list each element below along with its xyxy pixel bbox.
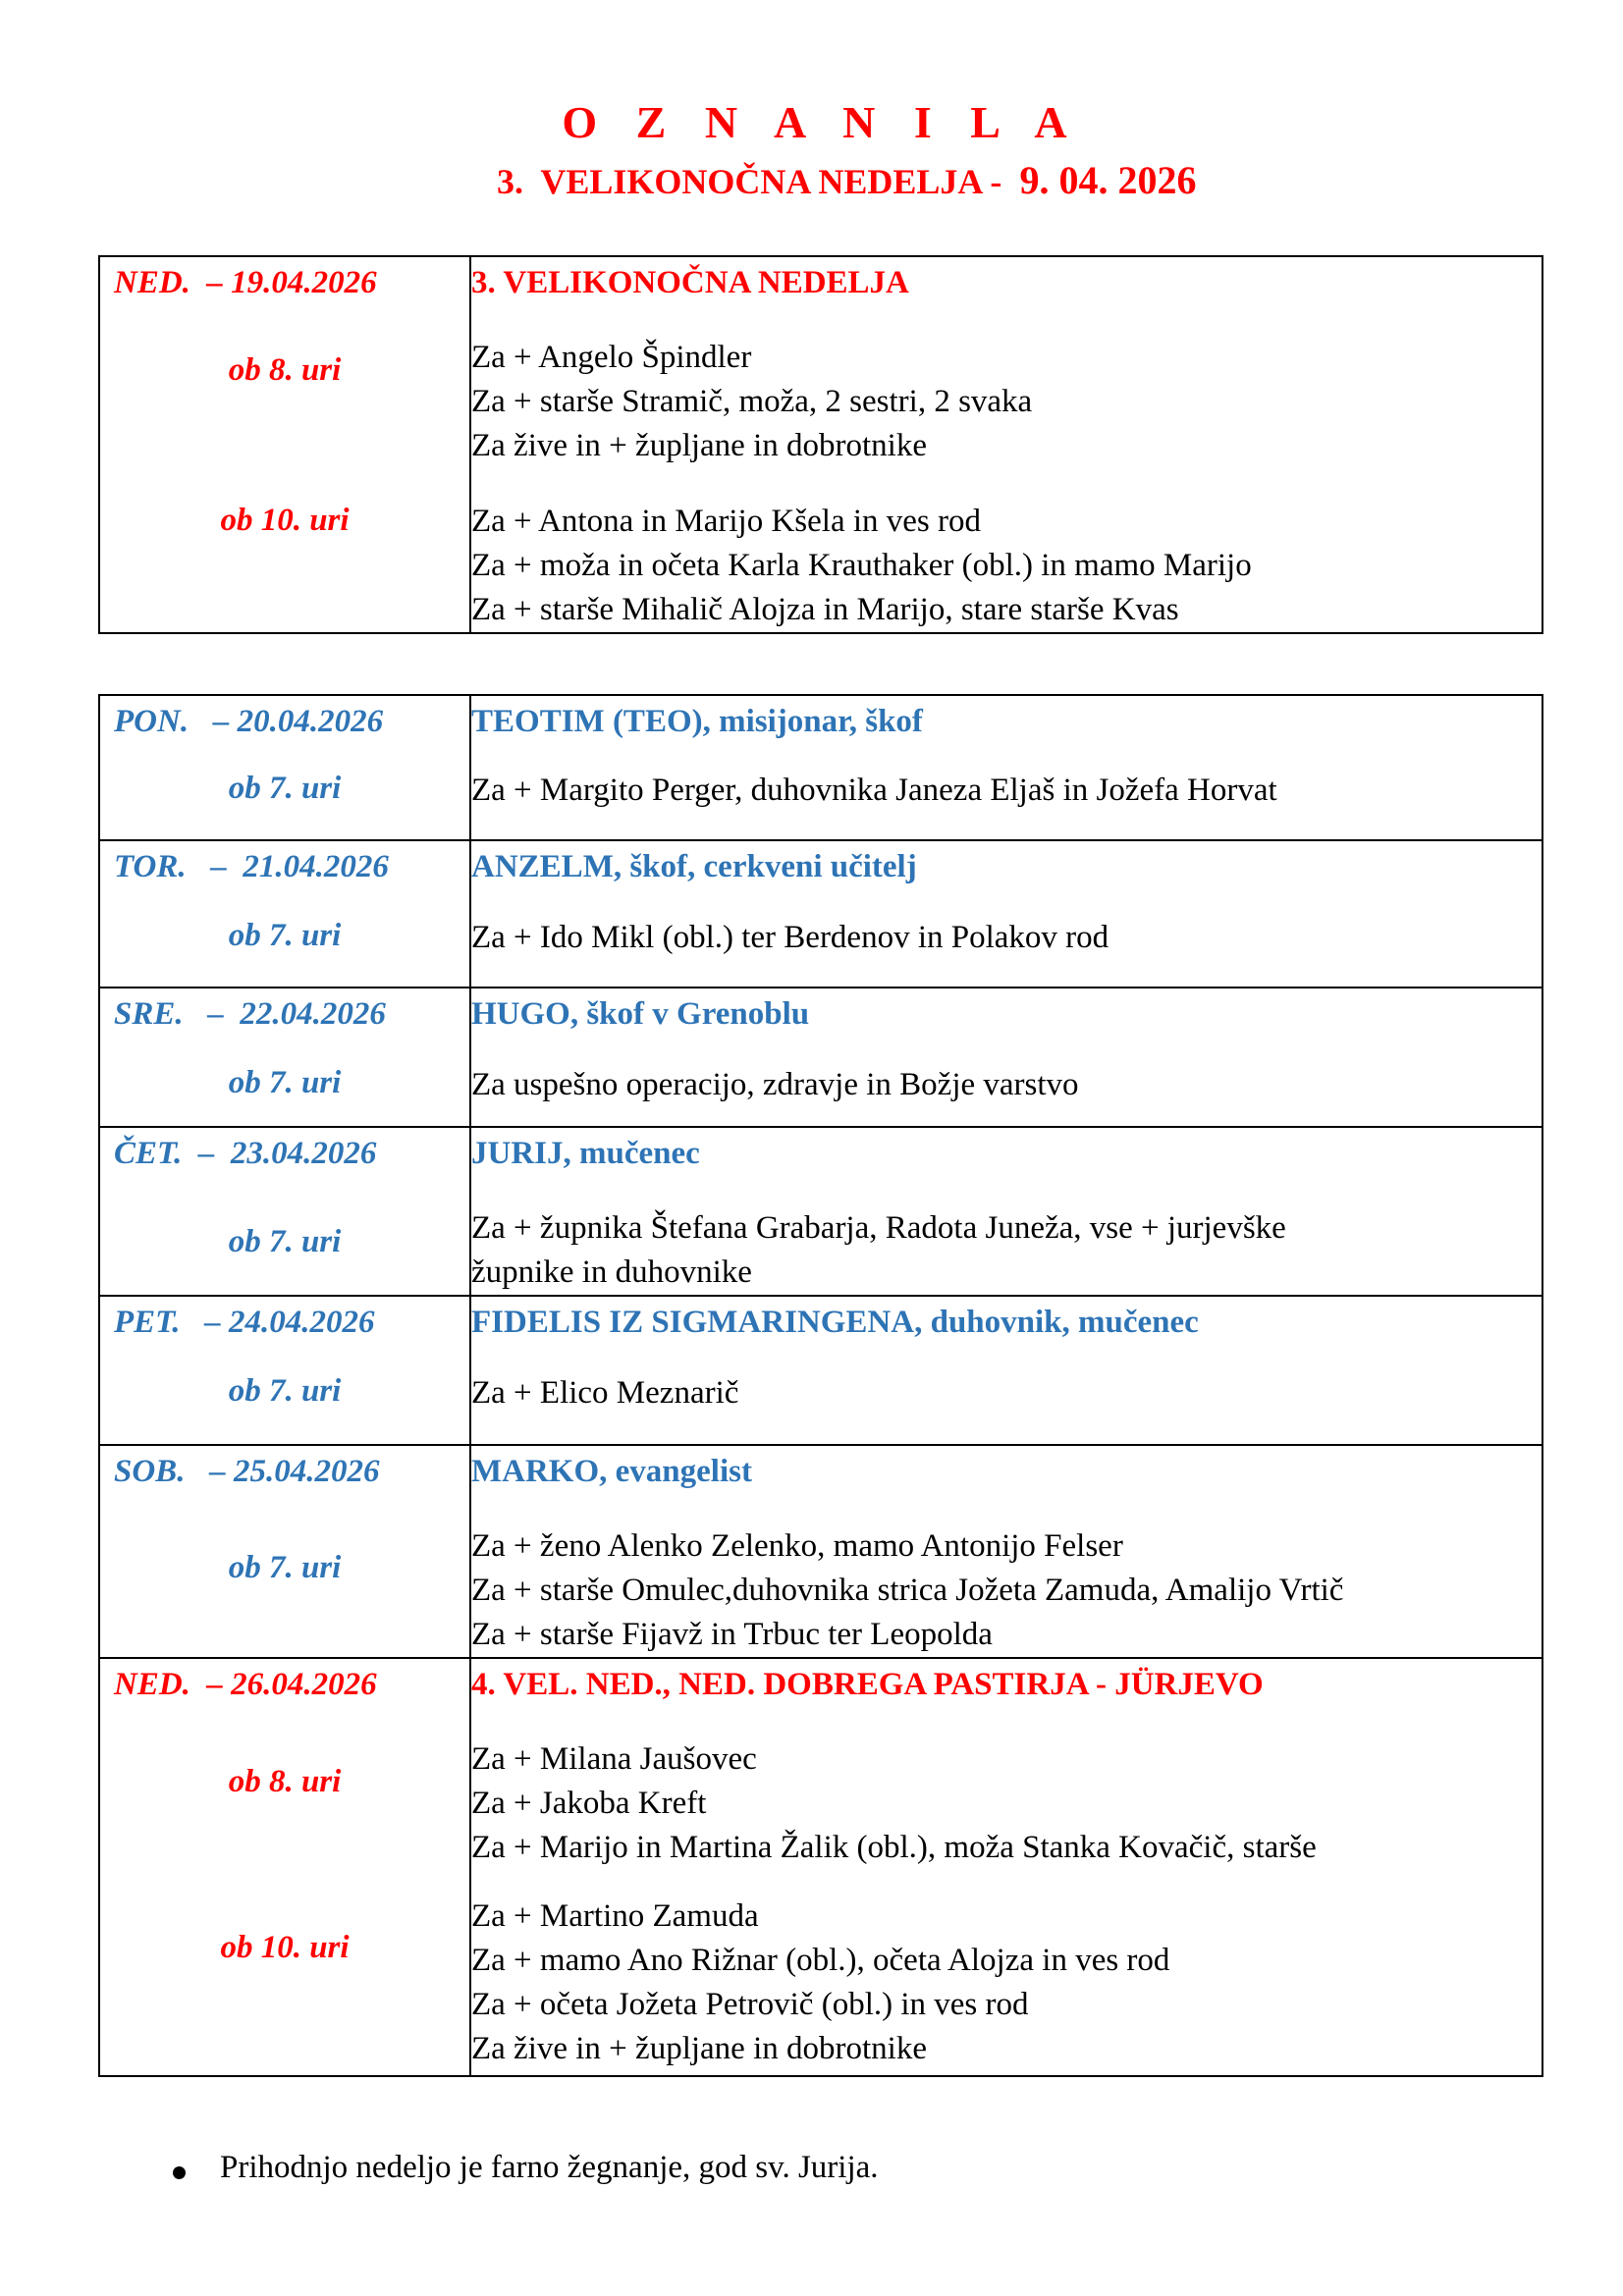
feast-title: MARKO, evangelist <box>471 1454 752 1489</box>
intention: Za + Martino Zamuda <box>471 1898 759 1934</box>
intention: Za + starše Omulec,duhovnika strica Jožeta Zamuda, Amalijo Vrtič <box>471 1573 1344 1608</box>
feast-title: JURIJ, mučenec <box>471 1136 700 1171</box>
table-row <box>99 840 1542 988</box>
intention: Za + moža in očeta Karla Krauthaker (obl.) in mamo Marijo <box>471 548 1252 583</box>
content-cell <box>470 1296 1542 1445</box>
intention: Za + očeta Jožeta Petrovič (obl.) in ves rod <box>471 1987 1029 2022</box>
content-cell <box>470 840 1542 988</box>
day-date: PON. – 20.04.2026 <box>114 704 384 739</box>
feast-title: 3. VELIKONOČNA NEDELJA <box>471 265 909 300</box>
mass-intentions <box>471 1737 1542 1870</box>
mass-intentions <box>471 769 1542 813</box>
content-cell <box>470 1127 1542 1296</box>
feast-title: FIDELIS IZ SIGMARINGENA, duhovnik, mučenec <box>471 1305 1199 1340</box>
content-cell <box>470 988 1542 1127</box>
mass-time: ob 7. uri <box>228 1224 342 1259</box>
table-row <box>99 1296 1542 1445</box>
table-row <box>99 1445 1542 1658</box>
mass-intentions <box>471 500 1542 632</box>
intention: Za + ženo Alenko Zelenko, mamo Antonijo Felser <box>471 1528 1123 1564</box>
day-cell <box>99 1296 470 1445</box>
mass-time: ob 10. uri <box>220 1930 350 1965</box>
day-date: TOR. – 21.04.2026 <box>114 849 389 884</box>
day-date: PET. – 24.04.2026 <box>114 1305 375 1340</box>
mass-time: ob 8. uri <box>228 1764 342 1799</box>
feast-title: 4. VEL. NED., NED. DOBREGA PASTIRJA - JÜRJEVO <box>471 1667 1264 1702</box>
mass-intentions <box>471 1371 1542 1415</box>
day-cell <box>99 695 470 840</box>
intention: Za + Angelo Špindler <box>471 340 752 375</box>
intention: Za + starše Fijavž in Trbuc ter Leopolda <box>471 1617 993 1652</box>
table-row <box>99 1127 1542 1296</box>
intention: Za + starše Mihalič Alojza in Marijo, stare starše Kvas <box>471 592 1179 627</box>
day-date: SOB. – 25.04.2026 <box>114 1454 380 1489</box>
intention: Za uspešno operacijo, zdravje in Božje varstvo <box>471 1067 1079 1102</box>
intention: Za + mamo Ano Rižnar (obl.), očeta Alojza in ves rod <box>471 1943 1170 1978</box>
subtitle-prefix: 3. VELIKONOČNA NEDELJA - <box>497 162 1020 201</box>
day-date: ČET. – 23.04.2026 <box>114 1136 377 1171</box>
feast-title: HUGO, škof v Grenoblu <box>471 996 810 1032</box>
mass-time: ob 7. uri <box>228 1550 342 1585</box>
table-row <box>99 695 1542 840</box>
content-cell <box>470 1658 1542 2076</box>
table-row <box>99 1658 1542 2076</box>
intention: Za + Antona in Marijo Kšela in ves rod <box>471 504 982 539</box>
table-row <box>99 256 1542 633</box>
day-date: NED. – 26.04.2026 <box>114 1667 377 1702</box>
intention: Za žive in + župljane in dobrotnike <box>471 2031 927 2066</box>
intention: župnike in duhovnike <box>471 1255 752 1290</box>
mass-intentions <box>471 1063 1542 1107</box>
day-date: SRE. – 22.04.2026 <box>114 996 386 1032</box>
intention: Za žive in + župljane in dobrotnike <box>471 428 927 463</box>
bullet-icon <box>173 2166 186 2179</box>
intention: Za + Milana Jaušovec <box>471 1741 757 1777</box>
day-cell <box>99 256 470 633</box>
week-table <box>98 694 1543 2077</box>
content-cell <box>470 695 1542 840</box>
intention: Za + Ido Mikl (obl.) ter Berdenov in Polakov rod <box>471 920 1109 955</box>
page-subtitle <box>497 157 1196 203</box>
day-cell <box>99 1127 470 1296</box>
intention: Za + starše Stramič, moža, 2 sestri, 2 svaka <box>471 384 1033 419</box>
feast-title: ANZELM, škof, cerkveni učitelj <box>471 849 917 884</box>
table-row <box>99 988 1542 1127</box>
content-cell <box>470 256 1542 633</box>
mass-intentions <box>471 1895 1542 2071</box>
mass-intentions <box>471 1524 1542 1657</box>
subtitle-date: 9. 04. 2026 <box>1019 158 1197 202</box>
intention: Za + župnika Štefana Grabarja, Radota Juneža, vse + jurjevške <box>471 1210 1286 1246</box>
content-cell <box>470 1445 1542 1658</box>
intention: Za + Margito Perger, duhovnika Janeza Eljaš in Jožefa Horvat <box>471 773 1277 808</box>
mass-time: ob 10. uri <box>220 503 350 538</box>
mass-time: ob 8. uri <box>228 352 342 388</box>
intention: Za + Marijo in Martina Žalik (obl.), moža Stanka Kovačič, starše <box>471 1830 1317 1865</box>
sunday-table <box>98 255 1543 634</box>
mass-time: ob 7. uri <box>228 1373 342 1409</box>
mass-intentions <box>471 1206 1542 1295</box>
intention: Za + Jakoba Kreft <box>471 1786 707 1821</box>
day-cell <box>99 840 470 988</box>
mass-time: ob 7. uri <box>228 918 342 953</box>
day-cell <box>99 1658 470 2076</box>
intention: Za + Elico Meznarič <box>471 1375 739 1411</box>
day-cell <box>99 988 470 1127</box>
mass-time: ob 7. uri <box>228 1065 342 1100</box>
mass-time: ob 7. uri <box>228 771 342 806</box>
feast-title: TEOTIM (TEO), misijonar, škof <box>471 704 923 739</box>
mass-intentions <box>471 916 1542 960</box>
mass-intentions <box>471 336 1542 468</box>
day-cell <box>99 1445 470 1658</box>
day-date: NED. – 19.04.2026 <box>114 265 377 300</box>
page-title: O Z N A N I L A <box>562 97 1081 147</box>
announcement-note: Prihodnjo nedeljo je farno žegnanje, god sv. Jurija. <box>220 2150 879 2185</box>
